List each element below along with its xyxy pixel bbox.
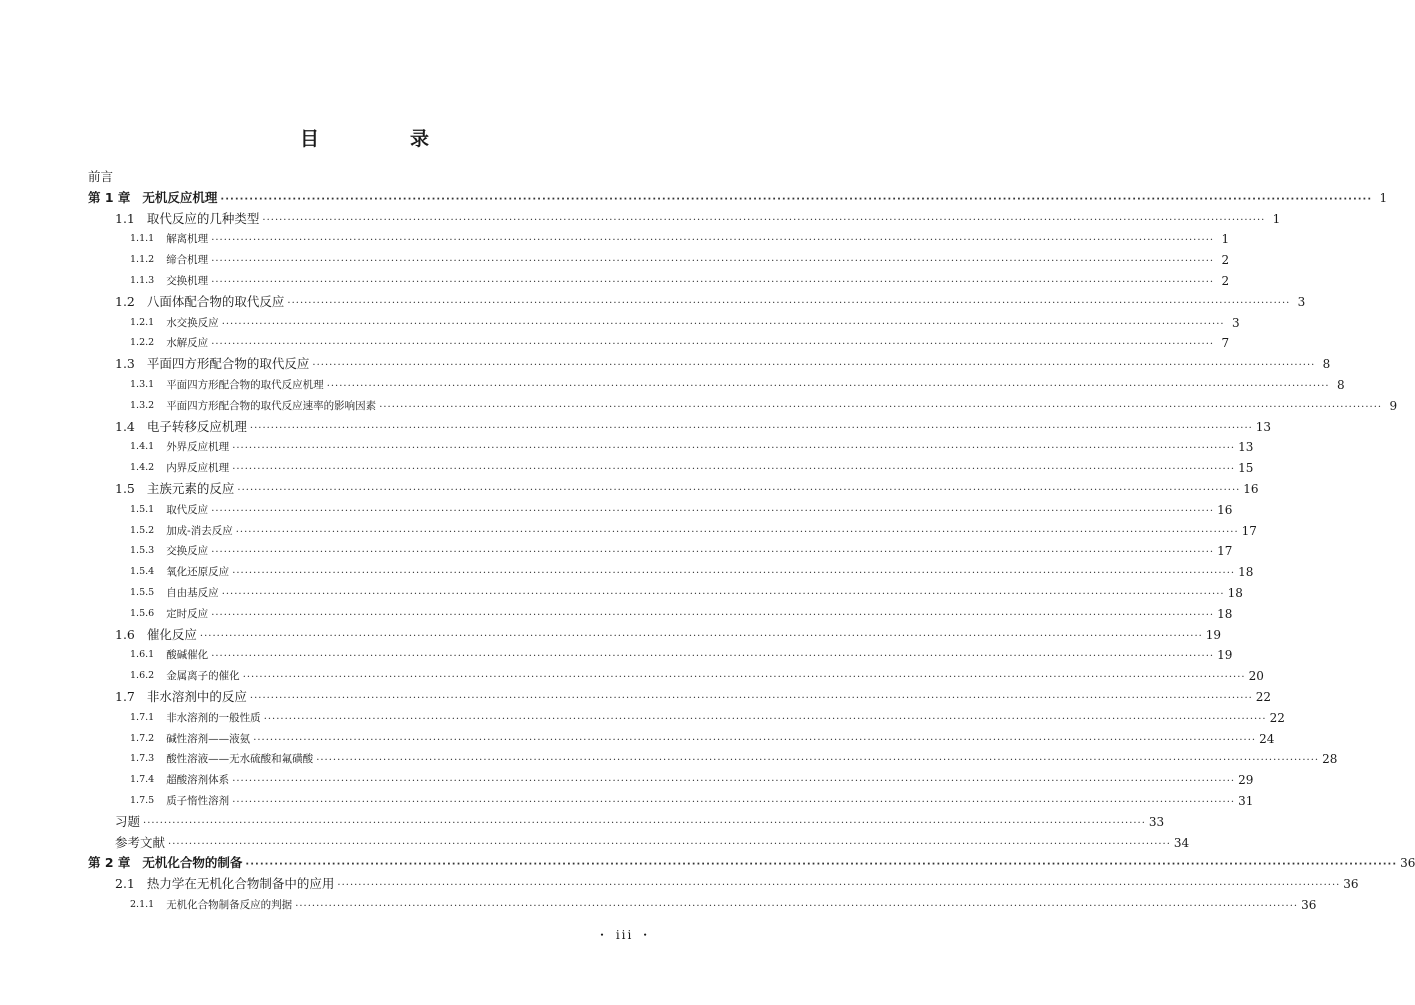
toc-entry-title: 平面四方形配合物的取代反应	[146, 356, 310, 372]
toc-page-number: 17	[1217, 544, 1233, 559]
page-title: 目 录	[299, 128, 465, 150]
toc-entry-title: 前言	[88, 169, 114, 184]
toc-page-number: 33	[1148, 814, 1165, 829]
toc-entry-title: 超酸溶剂体系	[166, 774, 230, 787]
toc-page-number: 13	[1255, 419, 1272, 434]
dot-leader: ················································································································································································································································	[316, 755, 1320, 767]
dot-leader: ················································································································································································································································	[262, 214, 1266, 226]
toc-entry-title: 水解反应	[166, 337, 209, 350]
dot-leader: ················································································································································································································································	[242, 672, 1246, 684]
toc-page-number: 18	[1227, 586, 1243, 600]
toc-subsection-entry[interactable]	[88, 730, 1275, 748]
toc-entry-title: 催化反应	[146, 626, 197, 642]
toc-page-number: 20	[1248, 669, 1264, 684]
toc-entry-number: 1.5.4	[130, 566, 155, 578]
toc-page-number: 36	[1400, 856, 1415, 871]
toc-section-entry[interactable]	[88, 688, 1272, 706]
dot-leader: ················································································································································································································································	[199, 630, 1203, 642]
toc-entry-number: 1.4.1	[130, 441, 155, 453]
dot-leader: ················································································································································································································································	[287, 297, 1291, 309]
toc-entry-title: 八面体配合物的取代反应	[146, 293, 285, 309]
toc-entry-title: 外界反应机理	[166, 441, 230, 454]
dot-leader: ················································································································································································································································	[263, 713, 1267, 725]
toc-page-number: 1	[1272, 211, 1281, 226]
toc-entry-title: 无机反应机理	[142, 189, 218, 205]
toc-page-number: 1	[1379, 190, 1388, 205]
dot-leader: ················································································································································································································································	[211, 235, 1215, 247]
toc-entry[interactable]	[88, 168, 647, 186]
toc-page-number: 24	[1259, 731, 1275, 746]
toc-entry-title: 非水溶剂中的反应	[146, 689, 247, 704]
dot-leader: ················································································································································································································································	[211, 609, 1215, 621]
dot-leader: ················································································································································································································································	[221, 589, 1225, 600]
toc-page-number: 15	[1238, 461, 1254, 476]
toc-entry-title: 热力学在无机化合物制备中的应用	[146, 876, 335, 892]
dot-leader: ················································································································································································································································	[295, 901, 1299, 912]
dot-leader: ················································································································································································································································	[312, 360, 1316, 372]
toc-entry-title: 缔合机理	[166, 254, 209, 267]
toc-subsection-entry[interactable]	[88, 792, 1254, 810]
toc-entry-number: 1.6	[115, 626, 135, 642]
toc-subsection-entry[interactable]	[88, 501, 1233, 519]
toc-entry-title: 取代反应	[166, 503, 209, 516]
toc-subsection-entry[interactable]	[88, 605, 1233, 623]
toc-entry-number: 1.7.1	[130, 711, 155, 723]
toc-entry-number: 1.7.5	[130, 795, 155, 806]
dot-leader: ················································································································································································································································	[245, 859, 1398, 871]
toc-section-entry[interactable]	[88, 418, 1272, 436]
toc-entry-number: 1.3.1	[130, 379, 155, 390]
page-number-footer: ・ iii ・	[596, 928, 654, 942]
toc-page-number: 29	[1238, 773, 1254, 788]
toc-subsection-entry[interactable]	[88, 522, 1257, 540]
toc-entry-number: 1.3.2	[130, 399, 155, 411]
toc-entry-title: 非水溶剂的一般性质	[166, 711, 261, 724]
toc-entry-number: 1.5.5	[130, 587, 155, 598]
dot-leader: ················································································································································································································································	[232, 776, 1236, 788]
toc-entry-title: 水交换反应	[166, 316, 219, 329]
toc-chapter-entry[interactable]	[88, 854, 1415, 872]
toc-entry-number: 1.1.2	[130, 254, 155, 266]
toc-page-number: 19	[1217, 648, 1233, 663]
toc-entry-title: 内界反应机理	[166, 462, 230, 475]
toc-page-number: 19	[1205, 627, 1222, 642]
toc-entry-title: 质子惰性溶剂	[166, 795, 230, 807]
toc-subsection-entry[interactable]	[88, 230, 1230, 248]
toc-page-number: 7	[1221, 336, 1230, 351]
toc-entry-title: 氧化还原反应	[166, 566, 230, 579]
toc-entry-title: 酸性溶液——无水硫酸和氟磺酸	[166, 753, 314, 766]
toc-subsection-entry[interactable]	[88, 709, 1285, 727]
toc-entry-number: 1.2.1	[130, 316, 155, 328]
toc-entry-number: 1.1.1	[130, 233, 155, 245]
toc-subsection-entry[interactable]	[88, 272, 1230, 290]
toc-subsection-entry[interactable]	[88, 771, 1254, 789]
toc-entry-number: 1.1.3	[130, 275, 155, 286]
toc-subsection-entry[interactable]	[88, 397, 1398, 415]
toc-subsection-entry[interactable]	[88, 563, 1254, 581]
toc-entry-number: 1.6.1	[130, 649, 155, 661]
toc-page-number: 17	[1241, 523, 1257, 538]
toc-chapter-entry[interactable]	[88, 189, 1388, 207]
dot-leader: ················································································································································································································································	[221, 318, 1225, 330]
toc-subsection-entry[interactable]	[88, 750, 1338, 768]
dot-leader: ················································································································································································································································	[237, 485, 1241, 496]
toc-page-number: 16	[1217, 502, 1233, 517]
toc-entry-number: 1.1	[115, 210, 135, 226]
dot-leader: ················································································································································································································································	[211, 505, 1215, 517]
toc-page-number: 2	[1221, 253, 1230, 268]
toc-subsection-entry[interactable]	[88, 438, 1254, 456]
toc-entry-number: 1.2	[115, 293, 135, 309]
toc-subsection-entry[interactable]	[88, 314, 1240, 332]
toc-page-number: 28	[1322, 752, 1338, 767]
dot-leader: ················································································································································································································································	[253, 734, 1257, 746]
toc-entry-title: 无机化合物的制备	[142, 855, 243, 871]
toc-section-entry[interactable]	[88, 626, 1222, 644]
dot-leader: ················································································································································································································································	[249, 422, 1253, 434]
toc-page-number: 36	[1301, 898, 1317, 912]
toc-page-number: 1	[1221, 232, 1230, 247]
toc-entry-title: 酸碱催化	[166, 649, 209, 662]
toc-entry[interactable]	[88, 813, 1165, 831]
toc-subsection-entry[interactable]	[88, 896, 1317, 914]
toc-subsection-entry[interactable]	[88, 542, 1233, 560]
toc-entry-number: 1.5.1	[130, 503, 155, 515]
toc-page-number: 22	[1269, 710, 1285, 725]
toc-subsection-entry[interactable]	[88, 584, 1243, 602]
dot-leader: ················································································································································································································································	[232, 464, 1236, 476]
dot-leader: ················································································································································································································································	[211, 547, 1215, 559]
toc-subsection-entry[interactable]	[88, 334, 1230, 352]
toc-entry-number: 1.6.2	[130, 670, 155, 682]
dot-leader: ················································································································································································································································	[211, 277, 1215, 288]
toc-entry-number: 第 1 章	[88, 189, 131, 205]
dot-leader: ················································································································································································································································	[232, 443, 1236, 455]
toc-entry-title: 金属离子的催化	[166, 670, 240, 683]
toc-entry-number: 第 2 章	[88, 855, 131, 871]
toc-page-number: 13	[1238, 440, 1254, 455]
dot-leader: ················································································································································································································································	[232, 568, 1236, 580]
toc-entry-number: 2.1	[115, 876, 135, 892]
toc-entry-title: 主族元素的反应	[146, 481, 235, 496]
dot-leader: ················································································································································································································································	[168, 838, 1171, 850]
toc-entry-number: 1.7.4	[130, 774, 155, 786]
toc-entry-title: 平面四方形配合物的取代反应机理	[166, 379, 324, 391]
dot-leader: ················································································································································································································································	[249, 693, 1253, 704]
toc-entry-number: 1.7.3	[130, 753, 155, 765]
dot-leader: ················································································································································································································································	[232, 797, 1236, 808]
toc-page-number: 3	[1231, 315, 1240, 330]
toc-subsection-entry[interactable]	[88, 251, 1230, 269]
toc-entry-title: 无机化合物制备反应的判据	[166, 899, 293, 911]
toc-entry-title: 交换反应	[166, 545, 209, 558]
toc-subsection-entry[interactable]	[88, 646, 1233, 664]
toc-entry-title: 碱性溶剂——液氨	[166, 732, 251, 745]
toc-page-number: 8	[1322, 357, 1331, 372]
toc-entry-number: 1.7.2	[130, 732, 155, 744]
toc-entry-number: 1.2.2	[130, 337, 155, 349]
toc-page-number: 8	[1336, 378, 1345, 392]
toc-entry-title: 定时反应	[166, 607, 209, 620]
toc-entry-title: 电子转移反应机理	[146, 418, 247, 434]
dot-leader: ················································································································································································································································	[211, 339, 1215, 351]
toc-subsection-entry[interactable]	[88, 459, 1254, 477]
toc-page-number: 16	[1243, 482, 1259, 496]
toc-entry-number: 1.3	[115, 356, 135, 372]
toc-entry[interactable]	[88, 834, 1190, 852]
toc-entry-number: 1.4	[115, 418, 135, 434]
toc-page-number: 2	[1221, 274, 1230, 288]
dot-leader: ················································································································································································································································	[379, 401, 1383, 413]
toc-section-entry[interactable]	[88, 355, 1331, 373]
toc-page-number: 3	[1297, 294, 1306, 309]
toc-page-number: 36	[1343, 877, 1359, 892]
toc-entry-number: 1.7	[115, 689, 135, 704]
dot-leader: ················································································································································································································································	[220, 193, 1373, 205]
toc-entry-title: 习题	[115, 813, 141, 829]
dot-leader: ················································································································································································································································	[337, 880, 1341, 892]
toc-entry-number: 1.5	[115, 481, 135, 496]
toc-page-number: 18	[1238, 565, 1254, 580]
toc-entry-title: 解离机理	[166, 233, 209, 246]
dot-leader: ················································································································································································································································	[211, 651, 1215, 663]
dot-leader: ················································································································································································································································	[326, 381, 1330, 392]
toc-subsection-entry[interactable]	[88, 376, 1345, 394]
toc-subsection-entry[interactable]	[88, 667, 1264, 685]
toc-entry-title: 加成-消去反应	[166, 524, 233, 537]
toc-entry-title: 平面四方形配合物的取代反应速率的影响因素	[166, 399, 377, 412]
toc-page-number: 31	[1238, 794, 1254, 808]
toc-page-number: 34	[1173, 835, 1190, 850]
toc-entry-title: 自由基反应	[166, 587, 219, 599]
toc-entry-number: 1.5.3	[130, 545, 155, 557]
toc-entry-number: 2.1.1	[130, 899, 155, 910]
toc-entry-number: 1.5.2	[130, 524, 155, 536]
dot-leader: ················································································································································································································································	[143, 817, 1146, 829]
toc-section-entry[interactable]	[88, 875, 1359, 893]
dot-leader: ················································································································································································································································	[211, 256, 1215, 268]
toc-page-number: 9	[1389, 398, 1398, 413]
toc-page-number: 22	[1255, 690, 1272, 704]
toc-page-number: 18	[1217, 606, 1233, 621]
dot-leader: ················································································································································································································································	[235, 526, 1239, 538]
toc-section-entry[interactable]	[88, 480, 1259, 498]
toc-section-entry[interactable]	[88, 210, 1281, 228]
toc-entry-number: 1.4.2	[130, 462, 155, 474]
toc-entry-title: 交换机理	[166, 275, 209, 287]
toc-section-entry[interactable]	[88, 293, 1306, 311]
toc-entry-title: 取代反应的几种类型	[146, 210, 260, 226]
toc-entry-number: 1.5.6	[130, 607, 155, 619]
toc-entry-title: 参考文献	[115, 834, 166, 850]
